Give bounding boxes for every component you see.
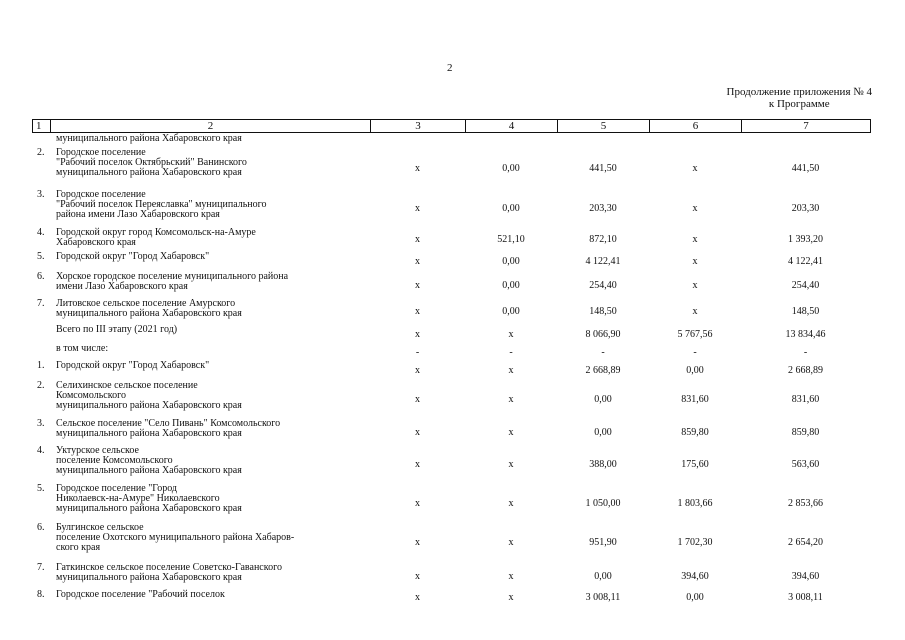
row-name-line: Уктурское сельское: [56, 445, 139, 456]
cell-c7: 859,80: [791, 426, 820, 438]
row-number: 1.: [37, 360, 45, 371]
cell-c7: 148,50: [791, 306, 820, 317]
row-name-line: Комсомольского: [56, 390, 126, 401]
cell-c6: 175,60: [681, 459, 709, 470]
cell-c6: -: [693, 346, 697, 358]
table-row: [32, 252, 870, 272]
cell-c4: x: [508, 592, 514, 603]
table-row: [32, 446, 870, 484]
row-name-line: в том числе:: [56, 343, 109, 354]
row-name-line: муниципального района Хабаровского края: [56, 465, 242, 476]
table-row: [32, 484, 870, 523]
table-row: [32, 228, 870, 252]
cell-c6: 394,60: [681, 570, 709, 582]
cell-c4: -: [509, 346, 513, 358]
cell-c5: 388,00: [589, 459, 617, 470]
header-cell: 3: [371, 120, 466, 133]
header-cell: 2: [51, 120, 371, 133]
row-name-line: Городское поселение "Рабочий поселок: [56, 589, 225, 600]
cell-c3: x: [415, 459, 420, 470]
cell-c5: -: [601, 346, 605, 358]
cell-c5: 872,10: [589, 234, 617, 245]
table-row: [32, 381, 870, 419]
cell-c3: x: [415, 592, 420, 603]
cell-c6: 0,00: [686, 592, 704, 603]
header-cell: 7: [742, 120, 871, 133]
row-name-line: Селихинское сельское поселение: [56, 380, 198, 391]
cell-c5: 8 066,90: [585, 328, 621, 340]
row-name: [56, 272, 370, 299]
row-name: [56, 361, 370, 381]
cell-c3: x: [415, 256, 420, 267]
cell-c5: 203,30: [589, 203, 617, 214]
row-name: [56, 228, 370, 252]
cell-c7: -: [803, 346, 808, 358]
cell-c6: x: [692, 163, 698, 174]
row-name: [56, 446, 370, 484]
row-name-line: Городское поселение "Город: [56, 483, 178, 494]
cell-c6: 1 803,66: [677, 497, 713, 509]
header-row: [33, 120, 871, 133]
cell-c6: x: [692, 256, 698, 267]
row-name-line: Литовское сельское поселение Амурского: [56, 298, 236, 309]
row-name-line: Сельское поселение "Село Пивань" Комсомольского: [56, 418, 281, 429]
page-number: 2: [447, 62, 453, 74]
cell-c4: x: [508, 570, 514, 582]
cell-c6: 5 767,56: [677, 328, 713, 340]
cell-c3: x: [415, 163, 420, 174]
row-number: 2.: [37, 147, 45, 158]
cell-c7: 563,60: [791, 459, 820, 470]
row-number: 6.: [37, 271, 45, 282]
row-number: 7.: [37, 562, 45, 573]
cell-c5: 1 050,00: [585, 497, 621, 509]
cell-c3: x: [415, 537, 420, 548]
cell-c5: 4 122,41: [585, 256, 621, 267]
cell-c5: 254,40: [589, 279, 617, 291]
cell-c3: x: [415, 497, 420, 509]
row-name-line: Гаткинское сельское поселение Советско-Гаванского: [56, 562, 282, 573]
header-cell: 5: [558, 120, 650, 133]
row-number: 8.: [37, 589, 45, 600]
table-header: [32, 119, 871, 133]
cell-c3: -: [415, 346, 420, 358]
cell-c7: 4 122,41: [788, 256, 823, 267]
row-number: 4.: [37, 445, 45, 456]
row-number: [32, 344, 56, 361]
cell-c7: 203,30: [791, 203, 820, 214]
cell-c6: 831,60: [681, 394, 709, 405]
row-name-line: поселение Охотского муниципального района Хабаров-: [56, 532, 295, 543]
row-name-line: Городской округ город Комсомольск-на-Амуре: [56, 227, 256, 238]
row-number: 7.: [37, 298, 45, 309]
cell-c6: x: [692, 306, 698, 317]
row-name: [56, 252, 370, 272]
row-name: [56, 419, 370, 446]
cell-c7: 441,50: [791, 163, 820, 174]
cell-c6: 0,00: [686, 365, 704, 376]
cell-c7: 394,60: [791, 570, 820, 582]
header-cell: 4: [466, 120, 558, 133]
row-name: [56, 344, 370, 361]
row-name-line: Хорское городское поселение муниципального района: [56, 271, 289, 282]
cell-c7: 2 654,20: [788, 537, 823, 548]
cell-c4: x: [508, 426, 514, 438]
cell-c3: x: [415, 328, 420, 340]
table-row: [32, 563, 870, 590]
row-name-line: муниципального района Хабаровского края: [56, 167, 242, 178]
cell-c7: 254,40: [791, 279, 820, 291]
cell-c4: x: [508, 537, 514, 548]
row-name-line: "Рабочий поселок Октябрьский" Ванинского: [56, 157, 247, 168]
row-number: 4.: [37, 227, 45, 238]
continuation-row: [32, 134, 870, 148]
cell-c6: x: [692, 234, 698, 245]
row-number: 5.: [37, 251, 45, 262]
table-row: [32, 190, 870, 228]
header-cell: 1: [33, 120, 51, 133]
cell-c3: x: [415, 279, 420, 291]
cell-c4: 521,10: [497, 234, 525, 245]
row-number: 3.: [37, 189, 45, 200]
row-name-line: района имени Лазо Хабаровского края: [56, 209, 220, 220]
cell-c4: x: [508, 497, 514, 509]
table-row: [32, 272, 870, 299]
cell-c7: 13 834,46: [785, 328, 826, 340]
row-name-line: ского края: [56, 542, 101, 553]
cell-c4: 0,00: [502, 256, 520, 267]
cell-c6: 859,80: [681, 426, 709, 438]
cell-c4: 0,00: [502, 203, 520, 214]
row-name-line: Всего по III этапу (2021 год): [56, 324, 178, 335]
table-row: [32, 299, 870, 325]
row-name-line: Городской округ "Город Хабаровск": [56, 360, 210, 371]
cell-c3: x: [415, 234, 420, 245]
cell-c7: 3 008,11: [788, 592, 823, 603]
row-number: 3.: [37, 418, 45, 429]
cell-c5: 951,90: [589, 537, 617, 548]
cell-c5: 148,50: [589, 306, 617, 317]
header-cell: 6: [650, 120, 742, 133]
cell-c3: x: [415, 426, 420, 438]
row-name: [56, 381, 370, 419]
row-name-line: муниципального района Хабаровского края: [56, 308, 242, 319]
cell-c3: x: [415, 203, 420, 214]
row-name-line: муниципального района Хабаровского края: [56, 572, 242, 583]
row-name: [56, 299, 370, 325]
cell-c3: x: [415, 570, 420, 582]
cell-c5: 0,00: [594, 426, 612, 438]
cell-c3: x: [415, 306, 420, 317]
row-number: 5.: [37, 483, 45, 494]
row-name: [56, 325, 370, 344]
cell-c4: x: [508, 459, 514, 470]
row-name-line: Хабаровского края: [56, 237, 136, 248]
table-row: [32, 523, 870, 563]
row-name-line: поселение Комсомольского: [56, 455, 173, 466]
continuation-text: муниципального района Хабаровского края: [56, 133, 242, 144]
cell-c5: 0,00: [594, 394, 612, 405]
cell-c4: x: [508, 394, 514, 405]
cell-c7: 2 853,66: [788, 497, 823, 509]
cell-c7: 831,60: [791, 394, 820, 405]
table-row: [32, 361, 870, 381]
cell-c4: x: [508, 365, 514, 376]
cell-c6: x: [692, 203, 698, 214]
data-table: [32, 134, 870, 606]
cell-c5: 0,00: [594, 570, 612, 582]
table-row: [32, 419, 870, 446]
row-name: [56, 563, 370, 590]
row-name: [56, 148, 370, 190]
table-row: [32, 344, 870, 361]
cell-c4: x: [508, 328, 514, 340]
cell-c6: 1 702,30: [677, 537, 713, 548]
cell-c5: 441,50: [589, 163, 617, 174]
appendix-line-2: к Программе: [768, 98, 830, 110]
row-name: [56, 190, 370, 228]
cell-c3: x: [415, 394, 420, 405]
row-name: [56, 590, 370, 606]
row-name-line: Николаевск-на-Амуре" Николаевского: [56, 493, 220, 504]
appendix-line-1: Продолжение приложения № 4: [726, 86, 872, 98]
row-number: [32, 325, 56, 344]
row-name-line: муниципального района Хабаровского края: [56, 428, 242, 439]
row-name-line: муниципального района Хабаровского края: [56, 400, 242, 411]
cell-c4: 0,00: [502, 279, 520, 291]
cell-c3: x: [415, 365, 420, 376]
row-name-line: Городское поселение: [56, 147, 146, 158]
table-row: [32, 148, 870, 190]
cell-c7: 2 668,89: [788, 365, 823, 376]
row-name-line: имени Лазо Хабаровского края: [56, 281, 188, 292]
cell-c4: 0,00: [502, 163, 520, 174]
cell-c7: 1 393,20: [788, 234, 823, 245]
row-name-line: муниципального района Хабаровского края: [56, 503, 242, 514]
row-number: 6.: [37, 522, 45, 533]
cell-c4: 0,00: [502, 306, 520, 317]
row-name: [56, 484, 370, 523]
row-name-line: "Рабочий поселок Переяславка" муниципального: [56, 199, 267, 210]
table-row: [32, 325, 870, 344]
row-name: [56, 523, 370, 563]
row-name-line: Городской округ "Город Хабаровск": [56, 251, 210, 262]
row-name-line: Булгинское сельское: [56, 522, 144, 533]
cell-c5: 3 008,11: [585, 592, 621, 603]
table-row: [32, 590, 870, 606]
row-name-line: Городское поселение: [56, 189, 146, 200]
appendix-caption: [727, 86, 872, 110]
cell-c5: 2 668,89: [585, 365, 621, 376]
cell-c6: x: [692, 279, 698, 291]
row-number: 2.: [37, 380, 45, 391]
